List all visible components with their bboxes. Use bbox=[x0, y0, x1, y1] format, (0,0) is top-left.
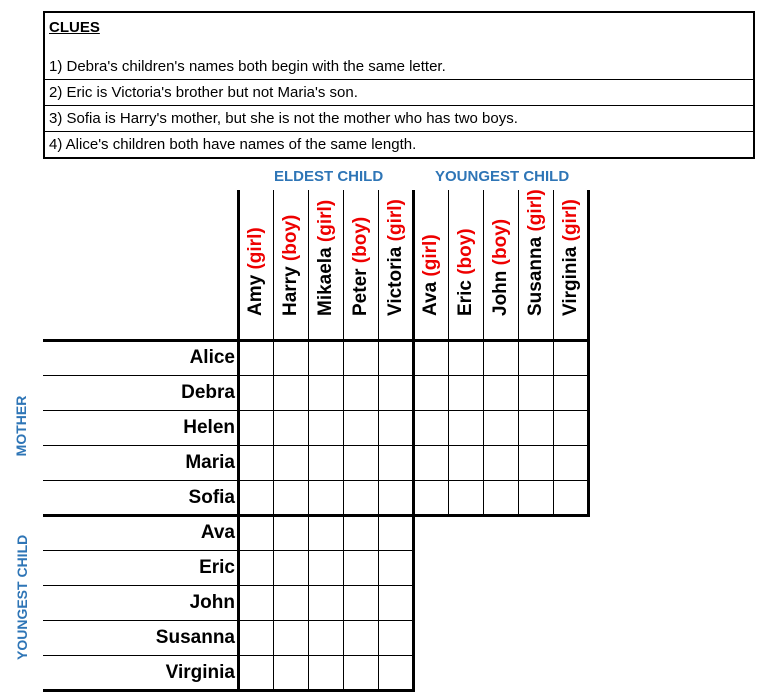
grid-cell[interactable] bbox=[238, 620, 273, 655]
grid-line bbox=[43, 480, 588, 481]
grid-cell[interactable] bbox=[448, 410, 483, 445]
grid-cell[interactable] bbox=[553, 340, 588, 375]
grid-cell[interactable] bbox=[308, 340, 343, 375]
column-name: Victoria bbox=[384, 246, 406, 316]
grid-cell[interactable] bbox=[378, 340, 413, 375]
grid-line bbox=[518, 190, 519, 515]
grid-cell[interactable] bbox=[273, 410, 308, 445]
column-name: Mikaela bbox=[314, 247, 336, 316]
grid-cell[interactable] bbox=[273, 515, 308, 550]
grid-cell[interactable] bbox=[273, 340, 308, 375]
grid-cell[interactable] bbox=[553, 480, 588, 515]
grid-cell[interactable] bbox=[343, 515, 378, 550]
grid-line bbox=[412, 190, 415, 692]
grid-cell[interactable] bbox=[413, 410, 448, 445]
grid-line bbox=[43, 655, 413, 656]
column-header bbox=[483, 192, 518, 340]
clues-box bbox=[43, 11, 755, 159]
grid-cell[interactable] bbox=[413, 445, 448, 480]
column-gender: (girl) bbox=[524, 189, 546, 232]
clue-1: 1) Debra's children's names both begin with the same letter. bbox=[45, 54, 753, 80]
grid-cell[interactable] bbox=[308, 375, 343, 410]
grid-line bbox=[237, 190, 240, 692]
grid-cell[interactable] bbox=[343, 655, 378, 690]
column-header bbox=[448, 192, 483, 340]
column-gender: (boy) bbox=[349, 216, 371, 264]
clue-4: 4) Alice's children both have names of the same length. bbox=[49, 136, 417, 153]
grid-cell[interactable] bbox=[378, 550, 413, 585]
grid-cell[interactable] bbox=[483, 375, 518, 410]
column-header bbox=[238, 192, 273, 340]
grid-cell[interactable] bbox=[483, 445, 518, 480]
grid-cell[interactable] bbox=[413, 340, 448, 375]
clue-3: 3) Sofia is Harry's mother, but she is not the mother who has two boys. bbox=[45, 106, 753, 132]
grid-cell[interactable] bbox=[448, 480, 483, 515]
grid-cell[interactable] bbox=[273, 585, 308, 620]
youngest-child-header: YOUNGEST CHILD bbox=[435, 168, 570, 185]
grid-cell[interactable] bbox=[448, 445, 483, 480]
grid-cell[interactable] bbox=[448, 375, 483, 410]
grid-cell[interactable] bbox=[308, 445, 343, 480]
column-header bbox=[308, 192, 343, 340]
row-label: John bbox=[189, 592, 235, 613]
column-name: Peter bbox=[349, 268, 371, 316]
grid-line bbox=[343, 190, 344, 690]
row-label: Sofia bbox=[188, 487, 235, 508]
column-header bbox=[413, 192, 448, 340]
grid-cell[interactable] bbox=[308, 410, 343, 445]
grid-cell[interactable] bbox=[273, 375, 308, 410]
grid-cell[interactable] bbox=[553, 410, 588, 445]
grid-cell[interactable] bbox=[378, 585, 413, 620]
column-gender: (girl) bbox=[314, 199, 336, 243]
grid-line bbox=[43, 339, 590, 342]
row-label: Alice bbox=[189, 347, 235, 368]
column-header bbox=[553, 192, 588, 340]
grid-cell[interactable] bbox=[413, 375, 448, 410]
column-gender: (girl) bbox=[244, 227, 266, 270]
column-gender: (girl) bbox=[559, 199, 581, 242]
grid-line bbox=[378, 190, 379, 690]
column-name: John bbox=[489, 270, 511, 316]
grid-cell[interactable] bbox=[308, 515, 343, 550]
grid-cell[interactable] bbox=[483, 340, 518, 375]
grid-cell[interactable] bbox=[343, 480, 378, 515]
mother-side-label: MOTHER bbox=[13, 395, 29, 457]
grid-line bbox=[587, 190, 590, 517]
grid-cell[interactable] bbox=[238, 655, 273, 690]
grid-cell[interactable] bbox=[518, 375, 553, 410]
row-label: Maria bbox=[185, 452, 235, 473]
grid-cell[interactable] bbox=[238, 480, 273, 515]
row-label: Virginia bbox=[165, 662, 235, 683]
column-header bbox=[273, 192, 308, 340]
grid-cell[interactable] bbox=[308, 620, 343, 655]
column-name: Amy bbox=[244, 274, 266, 316]
grid-cell[interactable] bbox=[378, 620, 413, 655]
grid-cell[interactable] bbox=[273, 550, 308, 585]
grid-cell[interactable] bbox=[518, 340, 553, 375]
grid-cell[interactable] bbox=[518, 410, 553, 445]
column-gender: (boy) bbox=[279, 214, 301, 262]
column-name: Ava bbox=[419, 281, 441, 316]
row-label: Susanna bbox=[155, 627, 235, 648]
eldest-child-header: ELDEST CHILD bbox=[274, 168, 384, 185]
grid-line bbox=[273, 190, 274, 690]
column-header bbox=[378, 192, 413, 340]
column-gender: (girl) bbox=[384, 199, 406, 242]
grid-line bbox=[43, 620, 413, 621]
grid-cell[interactable] bbox=[483, 480, 518, 515]
grid-line bbox=[43, 375, 588, 376]
grid-line bbox=[448, 190, 449, 515]
grid-cell[interactable] bbox=[273, 445, 308, 480]
grid-cell[interactable] bbox=[378, 375, 413, 410]
column-name: Susanna bbox=[524, 236, 546, 316]
row-label: Debra bbox=[181, 382, 235, 403]
grid-line bbox=[43, 445, 588, 446]
clue-2: 2) Eric is Victoria's brother but not Maria's son. bbox=[45, 80, 753, 106]
grid-cell[interactable] bbox=[273, 655, 308, 690]
grid-cell[interactable] bbox=[378, 515, 413, 550]
grid-cell[interactable] bbox=[518, 445, 553, 480]
grid-line bbox=[43, 514, 590, 517]
grid-cell[interactable] bbox=[483, 410, 518, 445]
row-label: Helen bbox=[183, 417, 235, 438]
grid-cell[interactable] bbox=[343, 585, 378, 620]
grid-cell[interactable] bbox=[448, 340, 483, 375]
grid-cell[interactable] bbox=[238, 550, 273, 585]
grid-cell[interactable] bbox=[273, 620, 308, 655]
grid-cell[interactable] bbox=[378, 445, 413, 480]
column-gender: (boy) bbox=[454, 228, 476, 275]
grid-cell[interactable] bbox=[343, 550, 378, 585]
column-gender: (boy) bbox=[489, 218, 511, 266]
grid-cell[interactable] bbox=[343, 410, 378, 445]
grid-line bbox=[43, 550, 413, 551]
grid-cell[interactable] bbox=[553, 375, 588, 410]
column-name: Virginia bbox=[559, 246, 581, 316]
grid-line bbox=[483, 190, 484, 515]
column-header bbox=[518, 189, 553, 340]
grid-cell[interactable] bbox=[343, 375, 378, 410]
grid-cell[interactable] bbox=[378, 480, 413, 515]
grid-cell[interactable] bbox=[518, 480, 553, 515]
grid-cell[interactable] bbox=[308, 480, 343, 515]
grid-cell[interactable] bbox=[238, 410, 273, 445]
grid-cell[interactable] bbox=[308, 585, 343, 620]
grid-line bbox=[308, 190, 309, 690]
grid-cell[interactable] bbox=[553, 445, 588, 480]
grid-line bbox=[43, 689, 415, 692]
grid-cell[interactable] bbox=[238, 340, 273, 375]
grid-line bbox=[43, 585, 413, 586]
grid-cell[interactable] bbox=[238, 585, 273, 620]
grid-cell[interactable] bbox=[378, 410, 413, 445]
grid-cell[interactable] bbox=[378, 655, 413, 690]
grid-cell[interactable] bbox=[238, 445, 273, 480]
youngest-child-side-label: YOUNGEST CHILD bbox=[14, 534, 30, 660]
clues-title: CLUES bbox=[49, 19, 100, 36]
column-header bbox=[343, 192, 378, 340]
column-name: Harry bbox=[279, 266, 301, 316]
grid-cell[interactable] bbox=[308, 655, 343, 690]
row-label: Ava bbox=[200, 522, 235, 543]
grid-cell[interactable] bbox=[238, 375, 273, 410]
grid-line bbox=[43, 410, 588, 411]
grid-cell[interactable] bbox=[308, 550, 343, 585]
grid-line bbox=[553, 190, 554, 515]
grid-cell[interactable] bbox=[413, 480, 448, 515]
grid-cell[interactable] bbox=[343, 620, 378, 655]
row-label: Eric bbox=[199, 557, 235, 578]
column-name: Eric bbox=[454, 280, 476, 316]
grid-cell[interactable] bbox=[238, 515, 273, 550]
grid-cell[interactable] bbox=[343, 445, 378, 480]
column-gender: (girl) bbox=[419, 234, 441, 277]
grid-cell[interactable] bbox=[273, 480, 308, 515]
grid-cell[interactable] bbox=[343, 340, 378, 375]
